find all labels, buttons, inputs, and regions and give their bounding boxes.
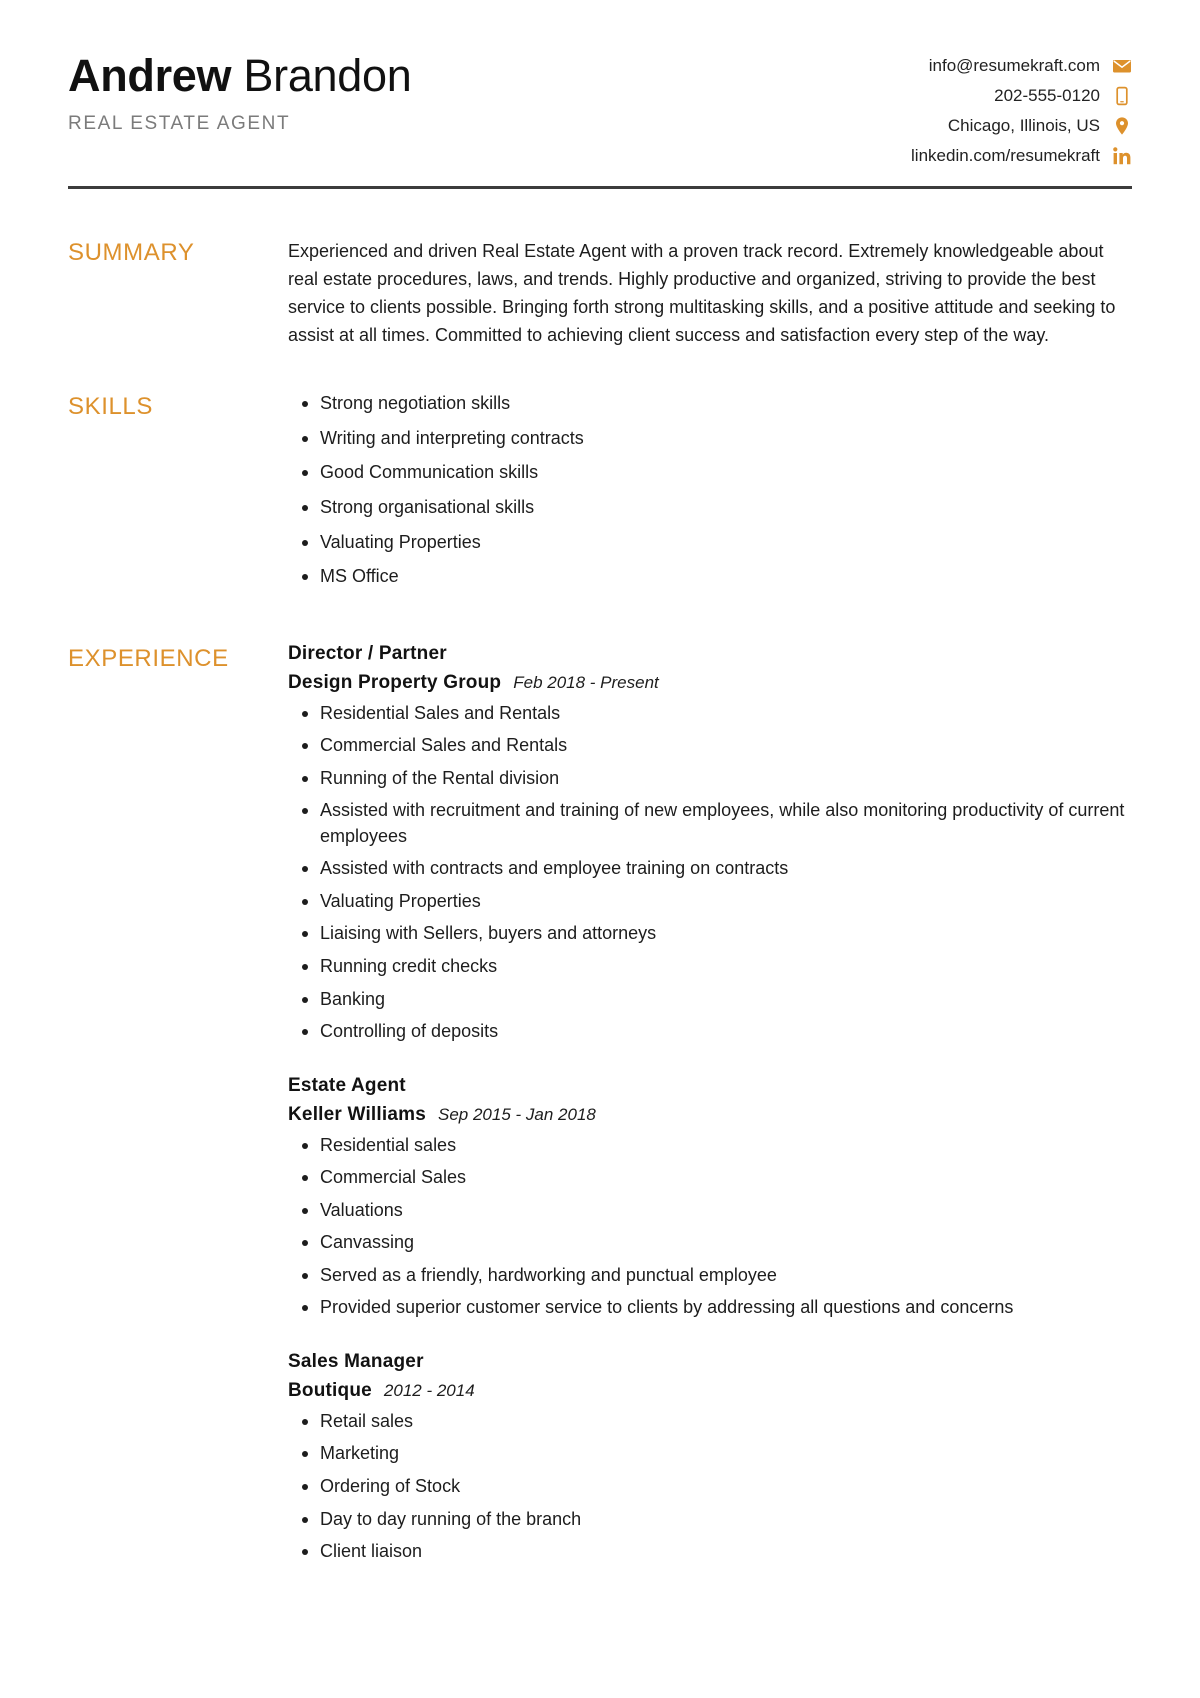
experience-entry [288,643,1128,1045]
list-item: Controlling of deposits [288,1019,1128,1045]
list-item: Valuating Properties [288,530,1128,556]
summary-paragraph: Experienced and driven Real Estate Agent with a proven track record. Extremely knowledgeable about real estate procedures, laws, and trends. Highly productive and organized, striving to provide the best service to clients possible. Bringing forth strong multitasking skills, and a positive attitude and seeking to assist at all times. Committed to achieving client success and satisfaction every step of the way. [288,241,1116,346]
contact-email-text: info@resumekraft.com [928,56,1100,75]
section-heading-skills: SKILLS [68,393,153,421]
list-item: Canvassing [288,1230,1128,1256]
contact-block [911,44,1132,166]
experience-section [68,643,1132,1572]
list-item: Valuations [288,1198,1128,1224]
list-item: Writing and interpreting contracts [288,426,1128,452]
skills-list [288,391,1128,589]
list-item: Marketing [288,1441,1128,1467]
contact-row-location[interactable] [948,116,1132,136]
resume-header [68,44,1132,182]
job-bullet-list [288,1133,1128,1321]
skills-section [68,391,1132,598]
headline-job-title: REAL ESTATE AGENT [68,113,291,135]
list-item: Retail sales [288,1409,1128,1435]
job-dates: Sep 2015 - Jan 2018 [438,1104,596,1124]
skills-body [288,391,1132,598]
experience-body [288,643,1132,1572]
contact-phone-text: 202-555-0120 [994,86,1100,105]
list-item: Residential sales [288,1133,1128,1159]
job-company-line [288,1380,1128,1402]
list-item: Provided superior customer service to clients by addressing all questions and concerns [288,1295,1128,1321]
list-item: Residential Sales and Rentals [288,701,1128,727]
list-item: Good Communication skills [288,460,1128,486]
experience-label-col [68,643,288,673]
summary-body [288,237,1132,349]
list-item: Liaising with Sellers, buyers and attorneys [288,921,1128,947]
list-item: Ordering of Stock [288,1474,1128,1500]
job-dates: Feb 2018 - Present [513,672,659,692]
job-role: Director / Partner [288,642,447,664]
contact-row-phone[interactable] [994,86,1132,106]
contact-location-text: Chicago, Illinois, US [947,116,1100,135]
contact-row-linkedin[interactable] [911,146,1132,166]
summary-label-col [68,237,288,267]
contact-linkedin-text: linkedin.com/resumekraft [911,146,1100,165]
job-company: Boutique [288,1379,372,1401]
first-name: Andrew [68,50,232,101]
phone-icon [1112,86,1132,106]
list-item: Strong organisational skills [288,495,1128,521]
experience-entry [288,1351,1128,1565]
job-company: Keller Williams [288,1103,426,1125]
list-item: Client liaison [288,1539,1128,1565]
list-item: Running of the Rental division [288,766,1128,792]
list-item: MS Office [288,564,1128,590]
list-item: Commercial Sales and Rentals [288,733,1128,759]
job-bullet-list [288,1409,1128,1565]
header-divider [68,186,1132,189]
list-item: Assisted with recruitment and training of new employees, while also monitoring productivity of current employees [288,798,1128,849]
section-heading-experience: EXPERIENCE [68,644,229,672]
list-item: Valuating Properties [288,889,1128,915]
list-item: Day to day running of the branch [288,1507,1128,1533]
email-icon [1112,56,1132,76]
skills-label-col [68,391,288,421]
list-item: Strong negotiation skills [288,391,1128,417]
job-company-line [288,1104,1128,1126]
list-item: Running credit checks [288,954,1128,980]
section-heading-summary: SUMMARY [68,239,195,266]
list-item: Commercial Sales [288,1165,1128,1191]
experience-entry [288,1075,1128,1321]
linkedin-icon [1112,146,1132,166]
job-company: Design Property Group [288,671,502,693]
summary-section [68,237,1132,349]
list-item: Assisted with contracts and employee training on contracts [288,856,1128,882]
last-name: Brandon [243,50,412,101]
job-role: Sales Manager [288,1350,424,1372]
full-name [68,52,411,99]
identity-block [68,44,411,135]
list-item: Banking [288,987,1128,1013]
job-dates: 2012 - 2014 [383,1380,475,1400]
job-role: Estate Agent [288,1074,406,1096]
list-item: Served as a friendly, hardworking and punctual employee [288,1263,1128,1289]
job-company-line [288,672,1128,694]
location-icon [1112,116,1132,136]
job-bullet-list [288,701,1128,1045]
contact-row-email[interactable] [929,56,1132,76]
